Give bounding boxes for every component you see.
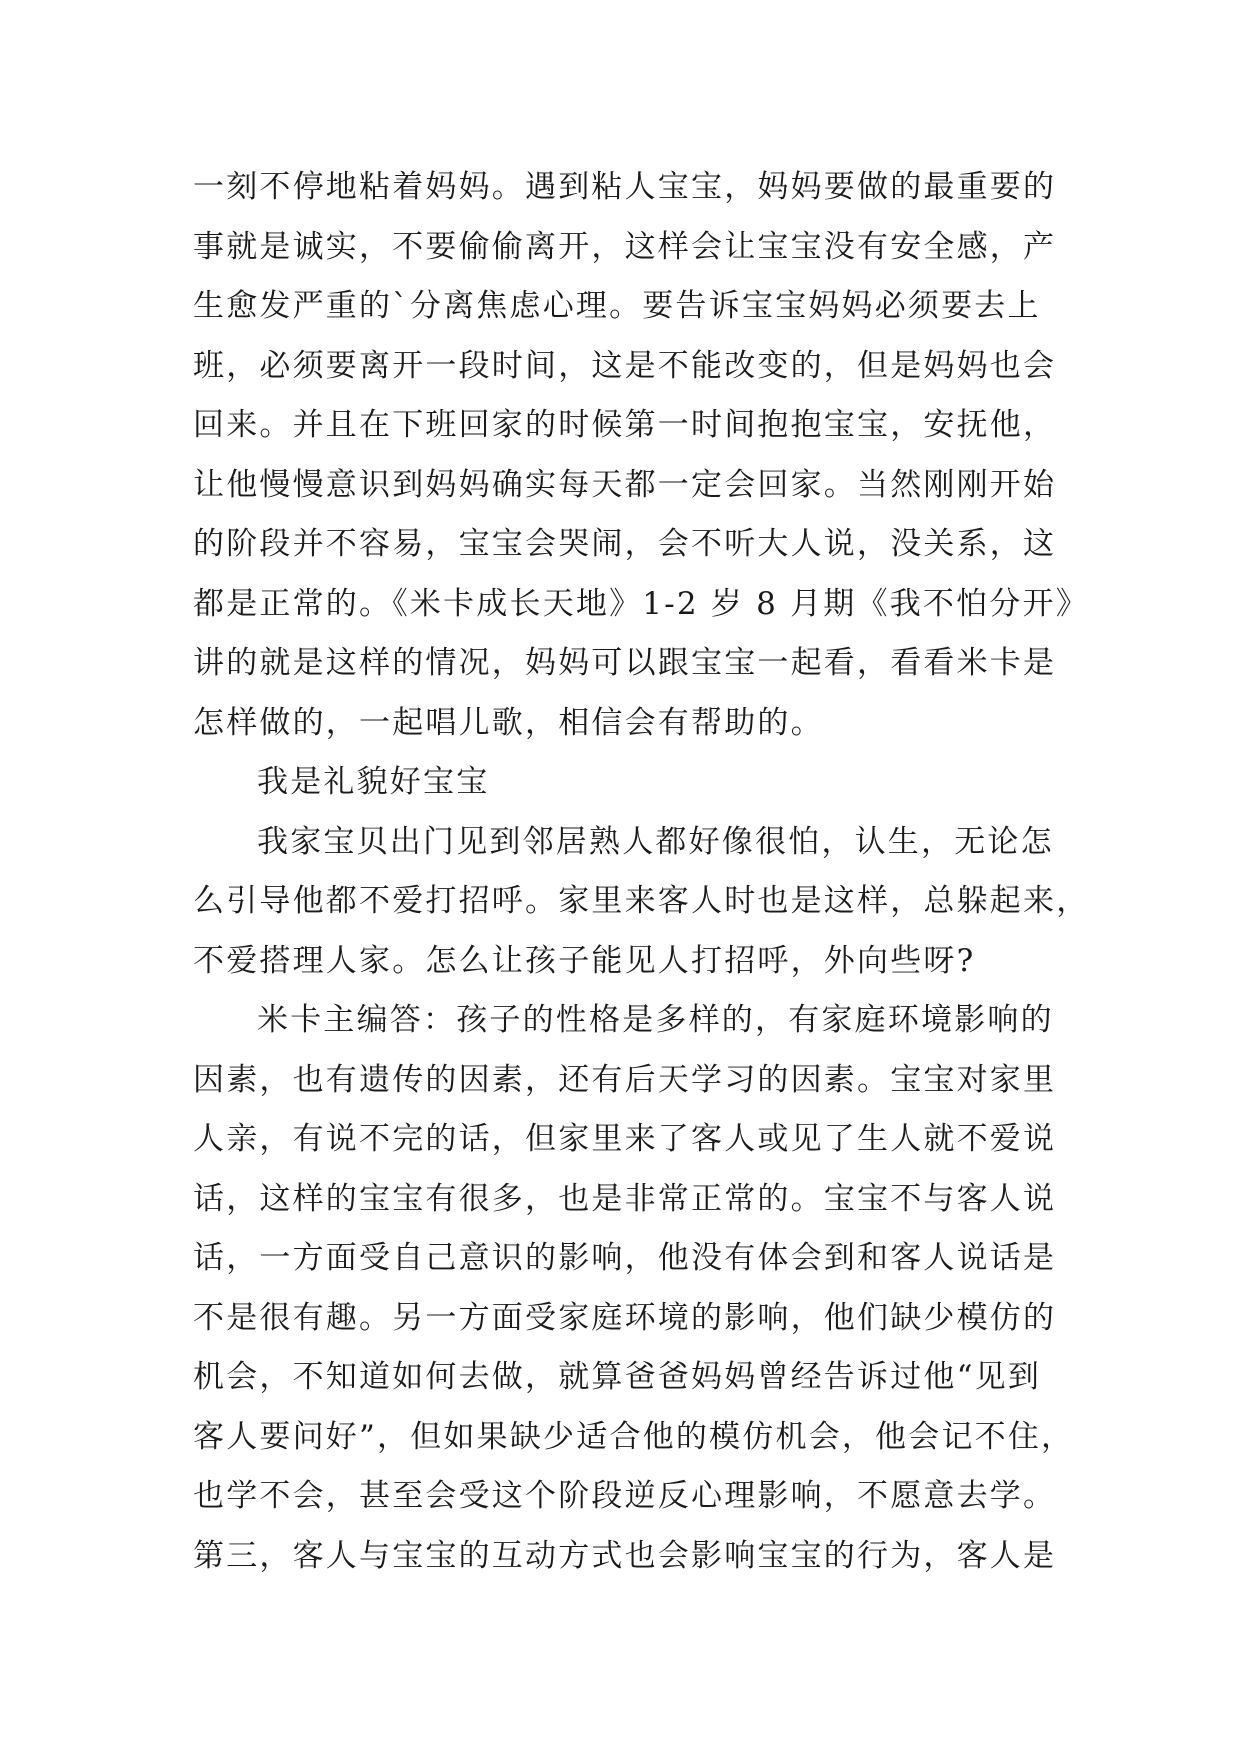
text-line: 事就是诚实，不要偷偷离开，这样会让宝宝没有安全感，产 xyxy=(193,228,1057,265)
paragraph-first-line: 米卡主编答：孩子的性格是多样的，有家庭环境影响的 xyxy=(257,1002,1054,1038)
text-line: 生愈发严重的`分离焦虑心理。要告诉宝宝妈妈必须要去上 xyxy=(193,288,1041,324)
text-line: 讲的就是这样的情况，妈妈可以跟宝宝一起看，看看米卡是 xyxy=(193,645,1057,681)
text-line: 怎样做的，一起唱儿歌，相信会有帮助的。 xyxy=(193,704,824,741)
text-line: 都是正常的。《米卡成长天地》1-2 岁 8 月期《我不怕分开》 xyxy=(193,585,1089,622)
text-line: 机会，不知道如何去做，就算爸爸妈妈曾经告诉过他“见到 xyxy=(193,1359,1042,1395)
paragraph-first-line: 我家宝贝出门见到邻居熟人都好像很怕，认生，无论怎 xyxy=(257,823,1054,860)
text-line: 班，必须要离开一段时间，这是不能改变的，但是妈妈也会 xyxy=(193,347,1057,384)
text-line: 人亲，有说不完的话，但家里来了客人或见了生人就不爱说 xyxy=(193,1121,1057,1157)
paragraph-first-line: 我是礼貌好宝宝 xyxy=(257,764,490,800)
text-line: 一刻不停地粘着妈妈。遇到粘人宝宝，妈妈要做的最重要的 xyxy=(193,169,1057,205)
text-line: 客人要问好”，但如果缺少适合他的模仿机会，他会记不住， xyxy=(193,1418,1075,1455)
text-line: 因素，也有遗传的因素，还有后天学习的因素。宝宝对家里 xyxy=(193,1061,1057,1098)
text-line: 也学不会，甚至会受这个阶段逆反心理影响，不愿意去学。 xyxy=(193,1478,1057,1514)
text-line: 第三，客人与宝宝的互动方式也会影响宝宝的行为，客人是 xyxy=(193,1537,1057,1574)
text-line: 让他慢慢意识到妈妈确实每天都一定会回家。当然刚刚开始 xyxy=(193,466,1057,503)
text-line: 话，一方面受自己意识的影响，他没有体会到和客人说话是 xyxy=(193,1240,1057,1276)
text-line: 回来。并且在下班回家的时候第一时间抱抱宝宝，安抚他， xyxy=(193,407,1057,443)
text-line: 的阶段并不容易，宝宝会哭闹，会不听大人说，没关系，这 xyxy=(193,526,1057,562)
text-line: 不是很有趣。另一方面受家庭环境的影响，他们缺少模仿的 xyxy=(193,1299,1057,1336)
text-line: 话，这样的宝宝有很多，也是非常正常的。宝宝不与客人说 xyxy=(193,1180,1057,1217)
body-text xyxy=(193,158,1090,1586)
text-line: 不爱搭理人家。怎么让孩子能见人打招呼，外向些呀? xyxy=(193,942,976,979)
text-line: 么引导他都不爱打招呼。家里来客人时也是这样，总躲起来， xyxy=(193,883,1090,919)
